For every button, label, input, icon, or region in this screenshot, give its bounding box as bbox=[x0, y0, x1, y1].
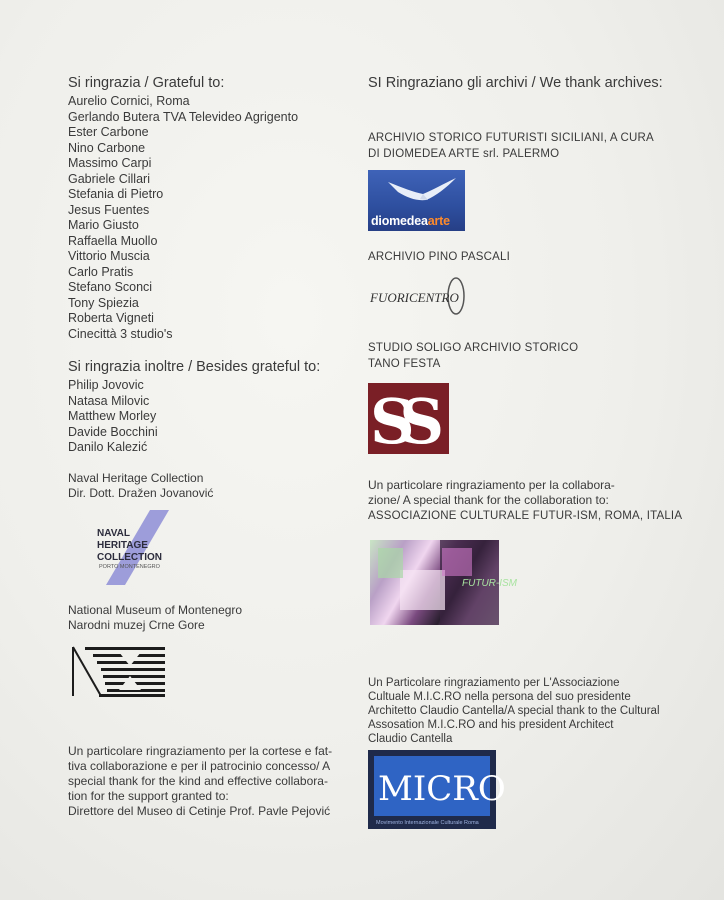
besides-name-3: Matthew Morley bbox=[68, 409, 157, 423]
archive3-line2: TANO FESTA bbox=[368, 358, 441, 370]
grateful-name-5: Massimo Carpi bbox=[68, 156, 152, 170]
grateful-name-4: Nino Carbone bbox=[68, 140, 146, 155]
arte-text: arte bbox=[427, 214, 450, 228]
grateful-name-3: Ester Carbone bbox=[68, 125, 149, 139]
naval-line2: Dir. Dott. Dražen Jovanović bbox=[68, 485, 214, 500]
futur-thanks bbox=[368, 478, 698, 524]
grateful-name-14: Tony Spiezia bbox=[68, 295, 139, 310]
diomedea-text: diomedea bbox=[371, 214, 428, 228]
grateful-name-16: Cinecittà 3 studio's bbox=[68, 326, 173, 341]
futur-ism-logo bbox=[370, 540, 517, 625]
micro-line-3: Architetto Claudio Cantella/A special thank to the Cultural bbox=[368, 705, 660, 717]
studio-soligo-logo bbox=[368, 383, 449, 458]
special-line-1: Un particolare ringraziamento per la cortese e fat- bbox=[68, 744, 333, 758]
archive-1 bbox=[368, 130, 654, 162]
naval-logo-line3: COLLECTION bbox=[97, 552, 162, 563]
besides-list bbox=[68, 378, 368, 456]
micro-thanks bbox=[368, 676, 708, 746]
museum-text bbox=[68, 603, 242, 633]
futur-line-1: Un particolare ringraziamento per la collabora- bbox=[368, 478, 615, 492]
archive3-line1: STUDIO SOLIGO ARCHIVIO STORICO bbox=[368, 342, 579, 354]
archive-2 bbox=[368, 249, 510, 265]
grateful-heading: Si ringrazia / Grateful to: bbox=[68, 75, 225, 91]
archive1-line2: DI DIOMEDEA ARTE srl. PALERMO bbox=[368, 148, 560, 160]
special-line-2: tiva collaborazione e per il patrocinio concesso/ A bbox=[68, 759, 331, 773]
grateful-name-1: Aurelio Cornici, Roma bbox=[68, 94, 190, 108]
fuoricentro-text: FUORICENTRO bbox=[370, 290, 459, 305]
fuoricentro-logo bbox=[368, 276, 468, 316]
naval-heritage-logo bbox=[95, 510, 185, 585]
right-column bbox=[368, 75, 698, 94]
futur-logo-text: FUTUR-ISM bbox=[462, 578, 517, 589]
special-line-5: Direttore del Museo di Cetinje Prof. Pavle Pejović bbox=[68, 804, 331, 818]
besides-heading: Si ringrazia inoltre / Besides grateful to: bbox=[68, 359, 321, 375]
besides-name-5: Danilo Kalezić bbox=[68, 440, 148, 454]
futur-line-3: ASSOCIAZIONE CULTURALE FUTUR-ISM, ROMA, ITALIA bbox=[368, 510, 683, 522]
grateful-list bbox=[68, 94, 368, 342]
archive2-line: ARCHIVIO PINO PASCALI bbox=[368, 251, 511, 263]
archives-heading: SI Ringraziano gli archivi / We thank archives: bbox=[368, 75, 663, 91]
besides-name-1: Philip Jovovic bbox=[68, 378, 144, 392]
archive-3 bbox=[368, 340, 578, 372]
grateful-name-2: Gerlando Butera TVA Televideo Agrigento bbox=[68, 109, 299, 124]
grateful-name-15: Roberta Vigneti bbox=[68, 311, 154, 325]
special-line-4: tion for the support granted to: bbox=[68, 789, 229, 803]
grateful-name-7: Stefania di Pietro bbox=[68, 187, 164, 201]
grateful-name-12: Carlo Pratis bbox=[68, 264, 134, 279]
grateful-name-13: Stefano Sconci bbox=[68, 280, 153, 294]
futur-line-2: zione/ A special thank for the collaboration to: bbox=[368, 493, 609, 507]
special-line-3: special thank for the kind and effective collabora- bbox=[68, 774, 328, 788]
naval-line1: Naval Heritage Collection bbox=[68, 470, 204, 485]
grateful-name-6: Gabriele Cillari bbox=[68, 171, 150, 186]
besides-name-4: Davide Bocchini bbox=[68, 424, 158, 439]
micro-line-5: Claudio Cantella bbox=[368, 733, 453, 745]
grateful-name-10: Raffaella Muollo bbox=[68, 233, 158, 248]
naval-logo-line2: HERITAGE bbox=[97, 540, 148, 551]
micro-logo bbox=[368, 750, 506, 829]
micro-logo-text: MICRO bbox=[378, 769, 506, 809]
left-column bbox=[68, 75, 368, 501]
grateful-name-9: Mario Giusto bbox=[68, 218, 139, 232]
special-thanks bbox=[68, 744, 368, 819]
micro-line-1: Un Particolare ringraziamento per L'Associazione bbox=[368, 677, 620, 689]
micro-line-2: Cultuale M.I.C.RO nella persona del suo presidente bbox=[368, 691, 631, 703]
naval-logo-line4: PORTO MONTENEGRO bbox=[99, 564, 160, 570]
museum-line1: National Museum of Montenegro bbox=[68, 603, 243, 617]
diomedea-arte-logo bbox=[368, 170, 465, 231]
archive1-line1: ARCHIVIO STORICO FUTURISTI SICILIANI, A CURA bbox=[368, 132, 654, 144]
besides-name-2: Natasa Milovic bbox=[68, 393, 150, 408]
micro-caption: Movimento Internazionale Culturale Roma bbox=[376, 820, 479, 826]
micro-line-4: Assosation M.I.C.RO and his president Architect bbox=[368, 719, 614, 731]
grateful-name-8: Jesus Fuentes bbox=[68, 202, 150, 217]
naval-logo-line1: NAVAL bbox=[97, 528, 130, 539]
grateful-name-11: Vittorio Muscia bbox=[68, 249, 150, 263]
museum-logo bbox=[71, 644, 166, 699]
museum-line2: Narodni muzej Crne Gore bbox=[68, 618, 205, 632]
svg-text:SS: SS bbox=[370, 385, 431, 458]
